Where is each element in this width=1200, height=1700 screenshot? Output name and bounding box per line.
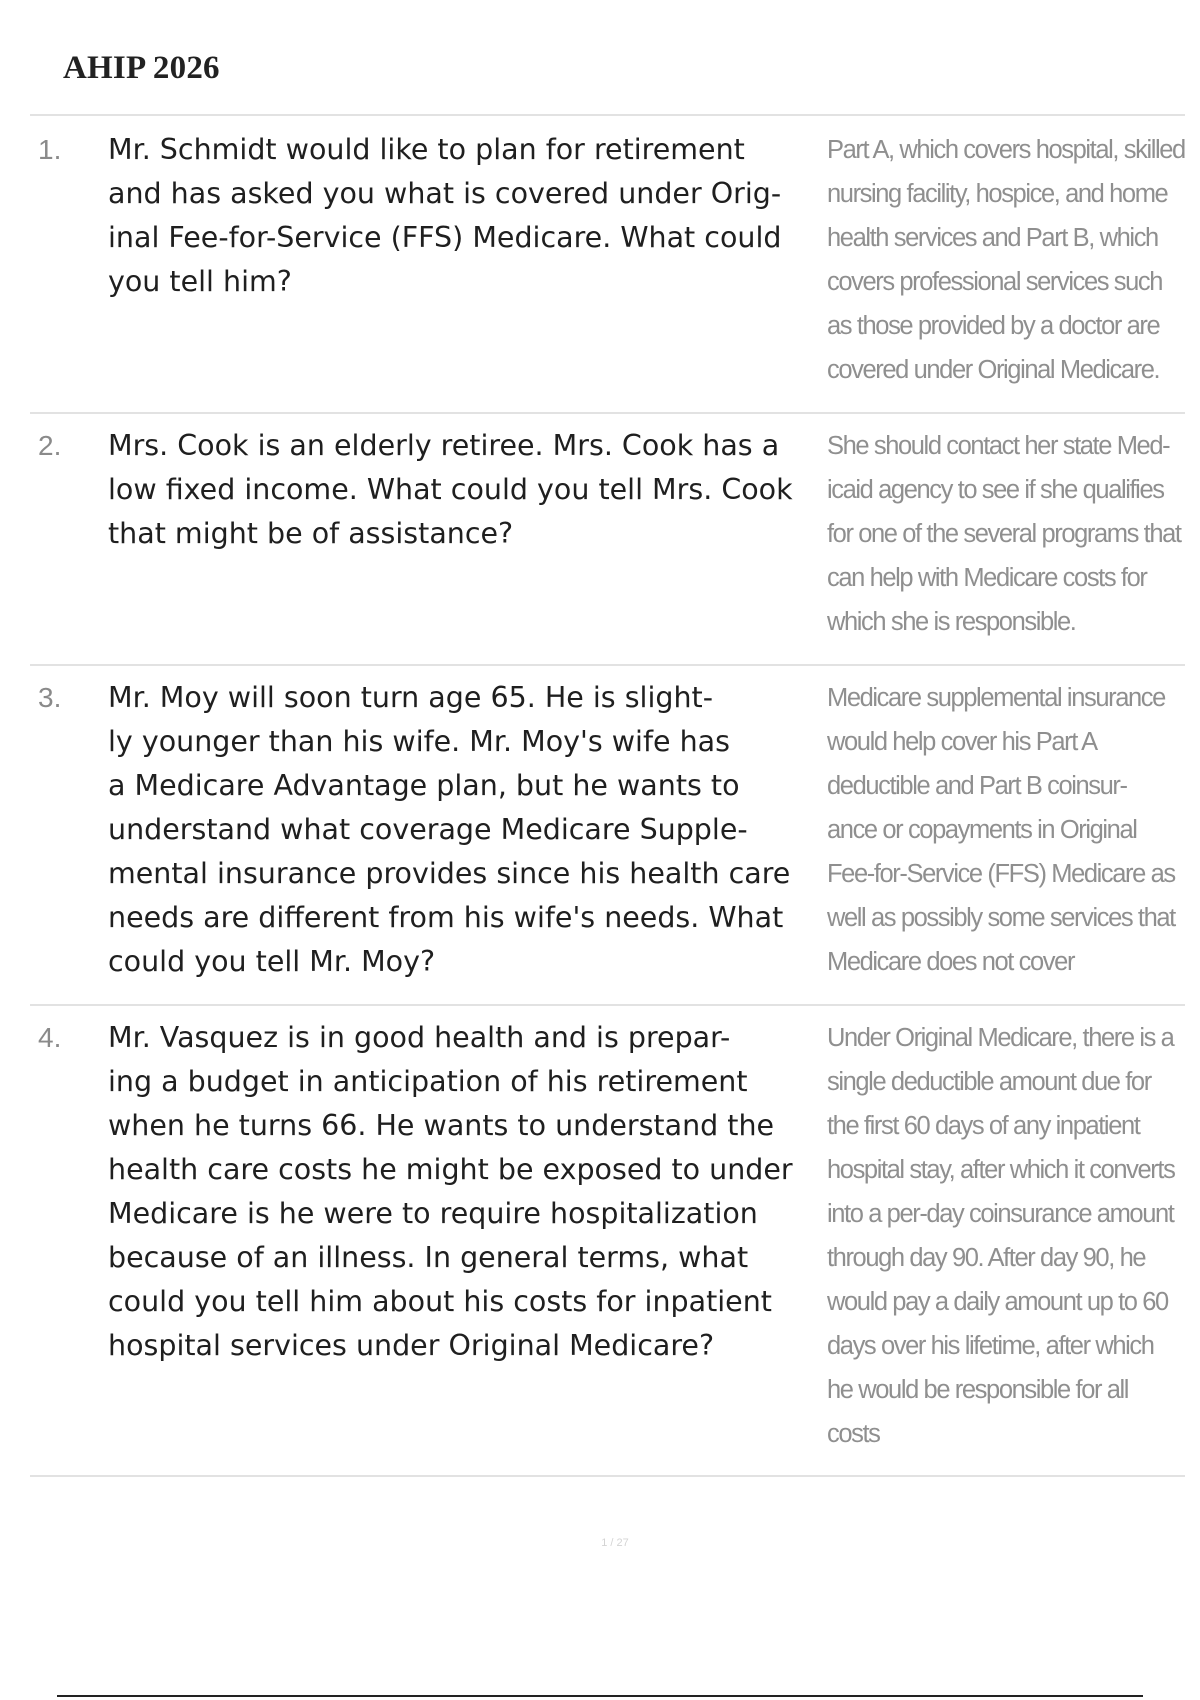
answer-text: She should contact her state Med- icaid agency to see if she qualifies for one of the several programs that can help with Medicare costs for which she is responsible. bbox=[827, 432, 1181, 636]
divider bbox=[30, 1004, 1185, 1006]
page-indicator: 1 / 27 bbox=[601, 1537, 629, 1549]
question-number: 4. bbox=[38, 1022, 62, 1053]
divider bbox=[30, 664, 1185, 666]
answer-text: Medicare supplemental insurance would help cover his Part A deductible and Part B coinsur- ance or copayments in Original Fee-for-Service (FFS) Medicare as well as possibly some services that Medicare does not cover bbox=[827, 684, 1175, 976]
page-title: AHIP 2026 bbox=[63, 50, 220, 86]
divider bbox=[30, 1475, 1185, 1477]
question-text: Mr. Moy will soon turn age 65. He is slight- ly younger than his wife. Mr. Moy's wife has a Medicare Advantage plan, but he wants to understand what coverage Medicare Supple- mental insurance provides since his health care needs are different from his wife's needs. What could you tell Mr. Moy? bbox=[108, 681, 791, 978]
question-number: 1. bbox=[38, 134, 62, 165]
answer-text: Under Original Medicare, there is a single deductible amount due for the first 60 days of any inpatient hospital stay, after which it converts into a per-day coinsurance amount through day 90. After day 90, he would pay a daily amount up to 60 days over his lifetime, after which he would be responsible for all costs bbox=[827, 1024, 1175, 1448]
answer-text: Part A, which covers hospital, skilled nursing facility, hospice, and home health services and Part B, which covers professional services such as those provided by a doctor are covered under Original Medicare. bbox=[827, 136, 1185, 384]
bottom-border bbox=[57, 1695, 1143, 1697]
divider bbox=[30, 114, 1185, 116]
question-number: 2. bbox=[38, 430, 62, 461]
question-text: Mr. Schmidt would like to plan for retirement and has asked you what is covered under Orig- inal Fee-for-Service (FFS) Medicare. What could you tell him? bbox=[108, 133, 782, 298]
question-text: Mr. Vasquez is in good health and is prepar- ing a budget in anticipation of his retirement when he turns 66. He wants to understand the health care costs he might be exposed to under Medicare is he were to require hospitalization because of an illness. In general terms, what could you tell him about his costs for inpatient hospital services under Original Medicare? bbox=[108, 1021, 793, 1362]
divider bbox=[30, 412, 1185, 414]
question-text: Mrs. Cook is an elderly retiree. Mrs. Cook has a low fixed income. What could you tell Mrs. Cook that might be of assistance? bbox=[108, 429, 793, 550]
question-number: 3. bbox=[38, 682, 62, 713]
